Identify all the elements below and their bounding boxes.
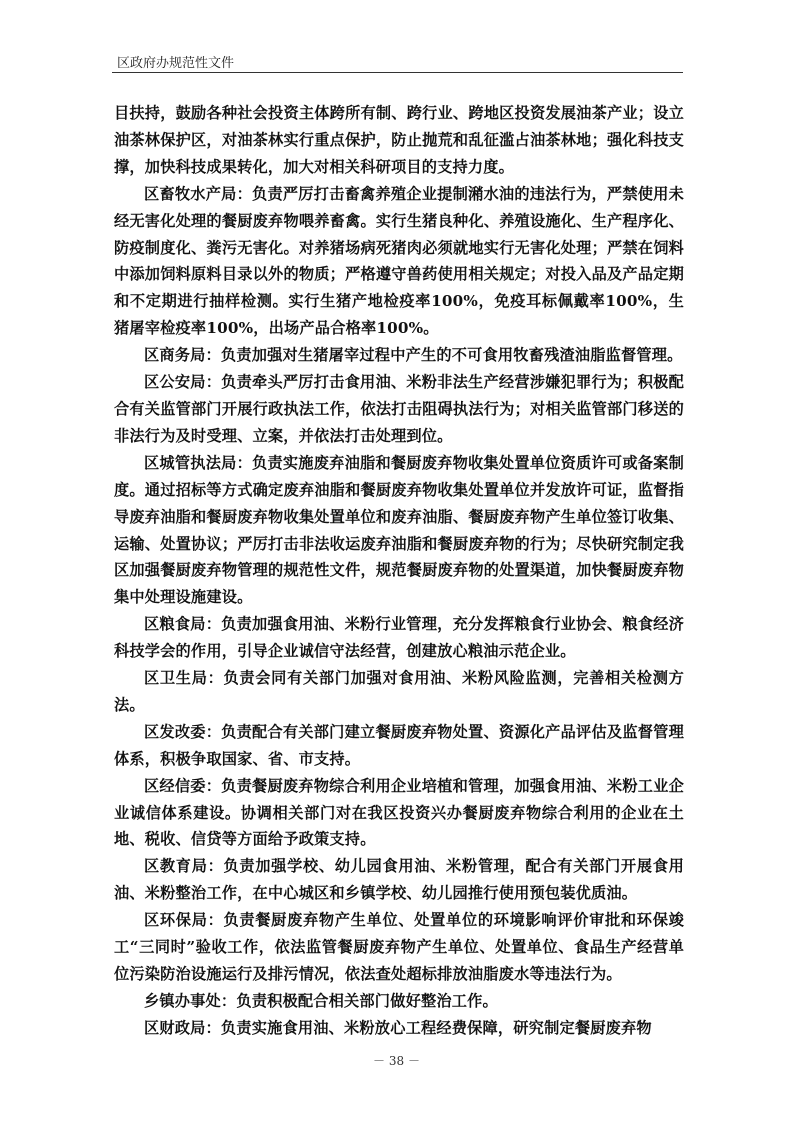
paragraph-continuation: 目扶持，鼓励各种社会投资主体跨所有制、跨行业、跨地区投资发展油茶产业；设立油茶林保护区，对油茶林实行重点保护，防止抛荒和乱征滥占油茶林地；强化科技支撑，加快科技成果转化，加大对相关科研项目的支持力度。	[114, 104, 684, 176]
header-divider	[112, 72, 683, 73]
paragraph-urban-management-bureau: 区城管执法局：负责实施废弃油脂和餐厨废弃物收集处置单位资质许可或备案制度。通过招标等方式确定废弃油脂和餐厨废弃物收集处置单位并发放许可证，监督指导废弃油脂和餐厨废弃物收集处置单位和废弃油脂、餐厨废弃物产生单位签订收集、运输、处置协议；严厉打击非法收运废弃油脂和餐厨废弃物的行为；尽快研究制定我区加强餐厨废弃物管理的规范性文件，规范餐厨废弃物的处置渠道，加快餐厨废弃物集中处理设施建设。	[114, 453, 684, 607]
paragraph-environmental-protection-bureau: 区环保局：负责餐厨废弃物产生单位、处置单位的环境影响评价审批和环保竣工“三同时”验收工作，依法监管餐厨废弃物产生单位、处置单位、食品生产经营单位污染防治设施运行及排污情况，依法查处超标排放油脂废水等违法行为。	[114, 911, 684, 983]
paragraph-finance-bureau: 区财政局：负责实施食用油、米粉放心工程经费保障，研究制定餐厨废弃物	[144, 1018, 652, 1037]
document-body	[114, 100, 684, 1042]
paragraph-health-bureau: 区卫生局：负责会同有关部门加强对食用油、米粉风险监测，完善相关检测方法。	[114, 669, 684, 714]
paragraph-public-security-bureau: 区公安局：负责牵头严厉打击食用油、米粉非法生产经营涉嫌犯罪行为；积极配合有关监管部门开展行政执法工作，依法打击阻碍执法行为；对相关监管部门移送的非法行为及时受理、立案，并依法打击处理到位。	[114, 373, 684, 445]
paragraph-commerce-bureau: 区商务局：负责加强对生猪屠宰过程中产生的不可食用牧畜残渣油脂监督管理。	[144, 346, 683, 365]
paragraph-animal-husbandry-bureau: 区畜牧水产局：负责严厉打击畜禽养殖企业提制潲水油的违法行为，严禁使用未经无害化处理的餐厨废弃物喂养畜禽。实行生猪良种化、养殖设施化、生产程序化、防疫制度化、粪污无害化。对养猪场病死猪肉必须就地实行无害化处理；严禁在饲料中添加饲料原料目录以外的物质；严格遵守兽药使用相关规定；对投入品及产品定期和不定期进行抽样检测。实行生猪产地检疫率100%，免疫耳标佩戴率100%，生猪屠宰检疫率100%，出场产品合格率100%。	[114, 184, 684, 338]
document-header: 区政府办规范性文件	[117, 56, 235, 71]
paragraph-township-offices: 乡镇办事处：负责积极配合相关部门做好整治工作。	[144, 991, 498, 1010]
page-number: － 38 －	[373, 1054, 420, 1068]
paragraph-education-bureau: 区教育局：负责加强学校、幼儿园食用油、米粉管理，配合有关部门开展食用油、米粉整治工作，在中心城区和乡镇学校、幼儿园推行使用预包装优质油。	[114, 857, 684, 903]
paragraph-economy-information-commission: 区经信委：负责餐厨废弃物综合利用企业培植和管理，加强食用油、米粉工业企业诚信体系建设。协调相关部门对在我区投资兴办餐厨废弃物综合利用的企业在土地、税收、信贷等方面给予政策支持。	[114, 776, 684, 849]
paragraph-grain-bureau: 区粮食局：负责加强食用油、米粉行业管理，充分发挥粮食行业协会、粮食经济科技学会的作用，引导企业诚信守法经营，创建放心粮油示范企业。	[114, 615, 684, 661]
paragraph-development-reform-commission: 区发改委：负责配合有关部门建立餐厨废弃物处置、资源化产品评估及监督管理体系，积极争取国家、省、市支持。	[114, 722, 684, 768]
